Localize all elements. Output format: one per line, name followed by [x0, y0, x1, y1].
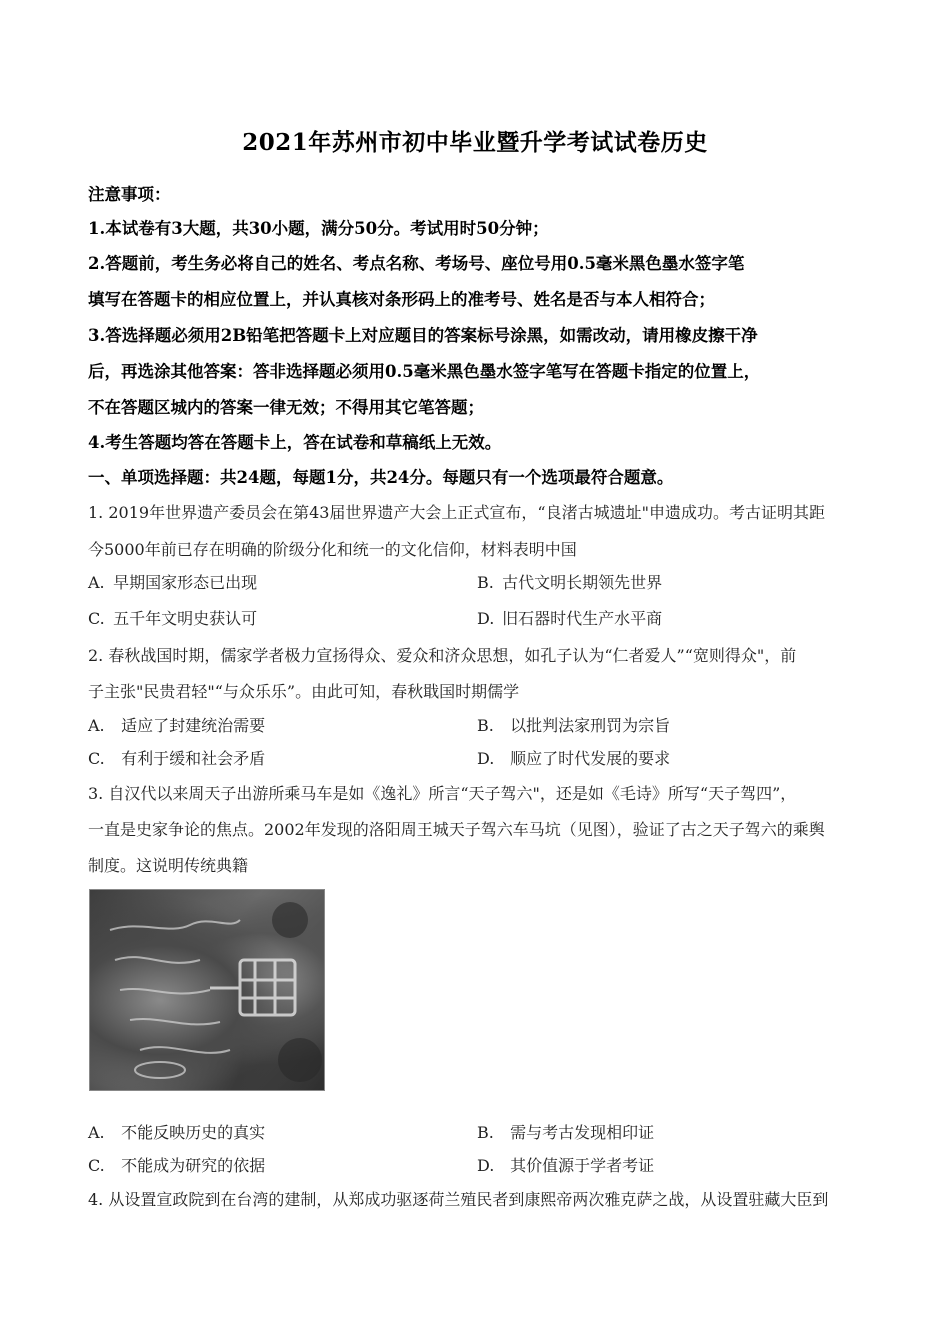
- notice-line: 填写在答题卡的相应位置上，并认真核对条形码上的准考号、姓名是否与本人相符合；: [88, 290, 715, 309]
- option-text: 早期国家形态已出现: [113, 573, 258, 592]
- section-heading: 一、单项选择题：共24题，每题1分，共24分。每题只有一个选项最符合题意。: [88, 468, 674, 487]
- q3-option-a: [88, 1120, 265, 1143]
- q1-option-d: [477, 606, 662, 629]
- option-letter: A.: [88, 716, 105, 735]
- notice-line: 1.本试卷有3大题，共30小题，满分50分。考试用时50分钟；: [88, 219, 549, 238]
- notice-heading: 注意事项：: [88, 185, 171, 204]
- q2-option-a: [88, 713, 265, 736]
- option-text: 不能成为研究的依据: [121, 1156, 266, 1175]
- notice-line: 3.答选择题必须用2B铅笔把答题卡上对应题目的答案标号涂黑，如需改动，请用橡皮擦干净: [88, 326, 758, 345]
- option-text: 需与考古发现相印证: [510, 1123, 655, 1142]
- q3-option-b: [477, 1120, 654, 1143]
- q2-option-c: [88, 746, 265, 769]
- option-text: 其价值源于学者考证: [510, 1156, 655, 1175]
- page-title: 2021年苏州市初中毕业暨升学考试试卷历史: [242, 129, 708, 156]
- option-letter: D.: [477, 749, 495, 768]
- option-letter: C.: [88, 749, 105, 768]
- option-text: 五千年文明史获认可: [113, 609, 258, 628]
- option-letter: D.: [477, 609, 495, 628]
- option-letter: B.: [477, 716, 494, 735]
- notice-line: 不在答题区城内的答案一律无效；不得用其它笔答题；: [88, 398, 484, 417]
- q2-option-b: [477, 713, 670, 736]
- q1-option-a: [88, 570, 257, 593]
- option-text: 以批判法家刑罚为宗旨: [510, 716, 671, 735]
- option-text: 不能反映历史的真实: [121, 1123, 266, 1142]
- question-1-line: 1. 2019年世界遗产委员会在第43届世界遗产大会上正式宣布，“良渚古城遗址"申遗成功。考古证明其距: [88, 503, 825, 522]
- option-letter: C.: [88, 1156, 105, 1175]
- question-3-line: 一直是史家争论的焦点。2002年发现的洛阳周王城天子驾六车马坑（见图），验证了古之天子驾六的乘舆: [88, 820, 825, 839]
- q3-option-d: [477, 1153, 654, 1176]
- option-text: 有利于缓和社会矛盾: [121, 749, 266, 768]
- notice-line: 后，再选涂其他答案：答非选择题必须用0.5毫米黑色墨水签字笔写在答题卡指定的位置上，: [88, 362, 761, 381]
- option-text: 适应了封建统治需要: [121, 716, 266, 735]
- question-3-line: 制度。这说明传统典籍: [88, 856, 249, 875]
- chariot-pit-photo: [89, 889, 325, 1091]
- q1-option-c: [88, 606, 257, 629]
- option-text: 古代文明长期领先世界: [502, 573, 663, 592]
- option-letter: A.: [88, 1123, 105, 1142]
- option-letter: B.: [477, 1123, 494, 1142]
- question-4-line: 4. 从设置宣政院到在台湾的建制，从郑成功驱逐荷兰殖民者到康熙帝两次雅克萨之战，从设置驻藏大臣到: [88, 1190, 829, 1209]
- q3-option-c: [88, 1153, 265, 1176]
- question-3-line: 3. 自汉代以来周天子出游所乘马车是如《逸礼》所言“天子驾六"，还是如《毛诗》所写“天子驾四”，: [88, 784, 797, 803]
- option-letter: C.: [88, 609, 105, 628]
- option-text: 顺应了时代发展的要求: [510, 749, 671, 768]
- question-2-line: 子主张"民贵君轻"“与众乐乐”。由此可知，春秋戢国时期儒学: [88, 682, 520, 701]
- option-letter: A.: [88, 573, 105, 592]
- question-1-line: 今5000年前已存在明确的阶级分化和统一的文化信仰，材料表明中国: [88, 540, 577, 559]
- notice-line: 4.考生答题均答在答题卡上，答在试卷和草稿纸上无效。: [88, 433, 502, 452]
- question-2-line: 2. 春秋战国时期，儒家学者极力宣扬得众、爱众和济众思想，如孔子认为“仁者爱人”“宽则得众"，前: [88, 646, 797, 665]
- option-letter: D.: [477, 1156, 495, 1175]
- option-letter: B.: [477, 573, 494, 592]
- q1-option-b: [477, 570, 662, 593]
- option-text: 旧石器时代生产水平商: [502, 609, 663, 628]
- notice-line: 2.答题前，考生务必将自己的姓名、考点名称、考场号、座位号用0.5毫米黑色墨水签字笔: [88, 254, 745, 273]
- chariot-pit-illustration: [90, 890, 324, 1090]
- q2-option-d: [477, 746, 670, 769]
